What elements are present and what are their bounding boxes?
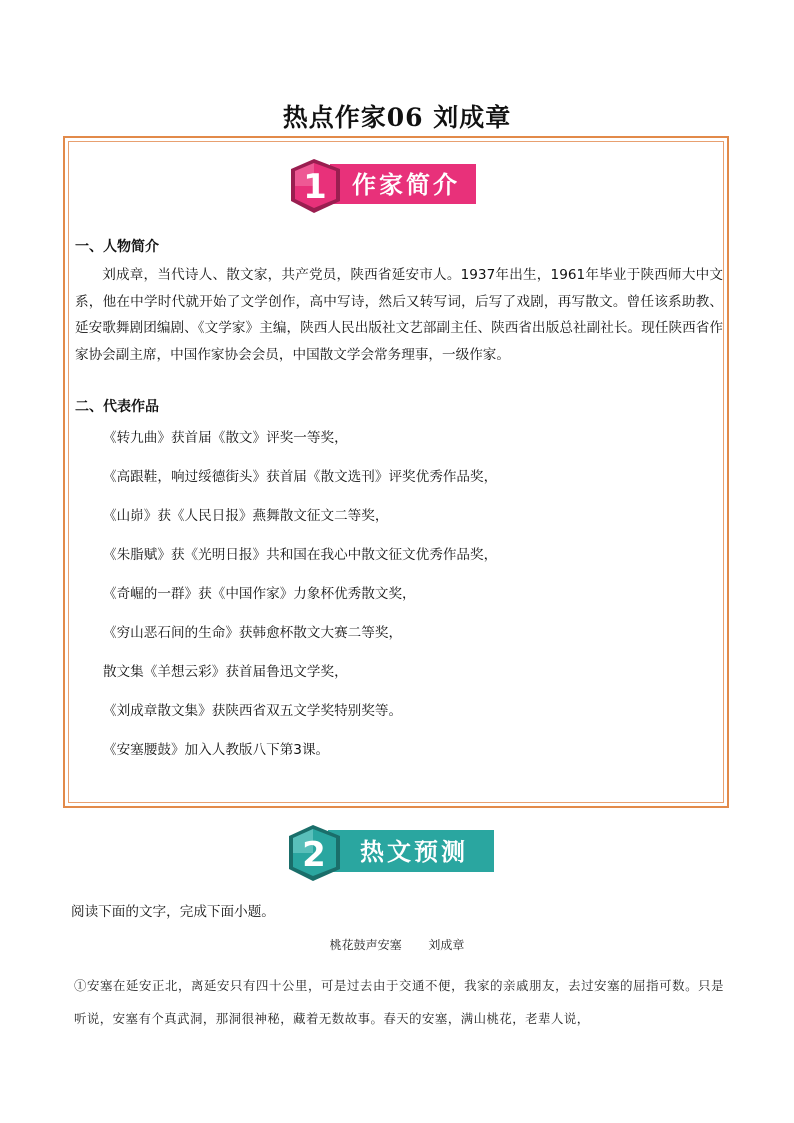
article-paragraph: ①安塞在延安正北，离延安只有四十公里，可是过去由于交通不便，我家的亲戚朋友，去过安塞的屈指可数。只是听说，安塞有个真武洞，那洞很神秘，藏着无数故事。春天的安塞，满山桃花，老辈人说， [74, 978, 724, 1026]
section-banner-hot-prediction [286, 822, 496, 886]
work-item: 《朱脂赋》获《光明日报》共和国在我心中散文征文优秀作品奖， [103, 547, 498, 563]
section-banner-author-intro [288, 156, 478, 218]
work-item: 《穷山恶石间的生命》获韩愈杯散文大赛二等奖， [103, 625, 403, 641]
work-item: 《转九曲》获首届《散文》评奖一等奖， [103, 430, 348, 446]
reading-instruction: 阅读下面的文字，完成下面小题。 [71, 904, 275, 920]
section-heading-bio: 一、人物简介 [75, 239, 159, 255]
work-item: 《奇崛的一群》获《中国作家》力象杯优秀散文奖， [103, 586, 416, 602]
banner-label: 热文预测 [360, 837, 468, 866]
section-heading-works: 二、代表作品 [75, 399, 159, 415]
work-item: 《山峁》获《人民日报》燕舞散文征文二等奖， [103, 508, 389, 524]
article-title: 桃花鼓声安塞 刘成章 [329, 938, 465, 952]
banner-number: 1 [303, 167, 327, 207]
banner-label: 作家简介 [352, 170, 460, 199]
bio-paragraph: 刘成章，当代诗人、散文家，共产党员，陕西省延安市人。1937年出生，1961年毕业于陕西师大中文系，他在中学时代就开始了文学创作，高中写诗，然后又转写词，后写了戏剧，再写散文。曾任该系助教、延安歌舞剧团编剧、《文学家》主编，陕西人民出版社文艺部副主任、陕西省出版总社副社长。现任陕西省作家协会副主席，中国作家协会会员，中国散文学会常务理事，一级作家。 [75, 267, 723, 363]
work-item: 《刘成章散文集》获陕西省双五文学奖特别奖等。 [103, 703, 403, 719]
work-item: 《高跟鞋，响过绥德街头》获首届《散文选刊》评奖优秀作品奖， [103, 469, 498, 485]
work-item: 《安塞腰鼓》加入人教版八下第3课。 [103, 742, 330, 758]
banner-number: 2 [302, 835, 326, 875]
work-item: 散文集《羊想云彩》获首届鲁迅文学奖， [103, 664, 348, 680]
page-title: 热点作家06 刘成章 [282, 103, 512, 132]
